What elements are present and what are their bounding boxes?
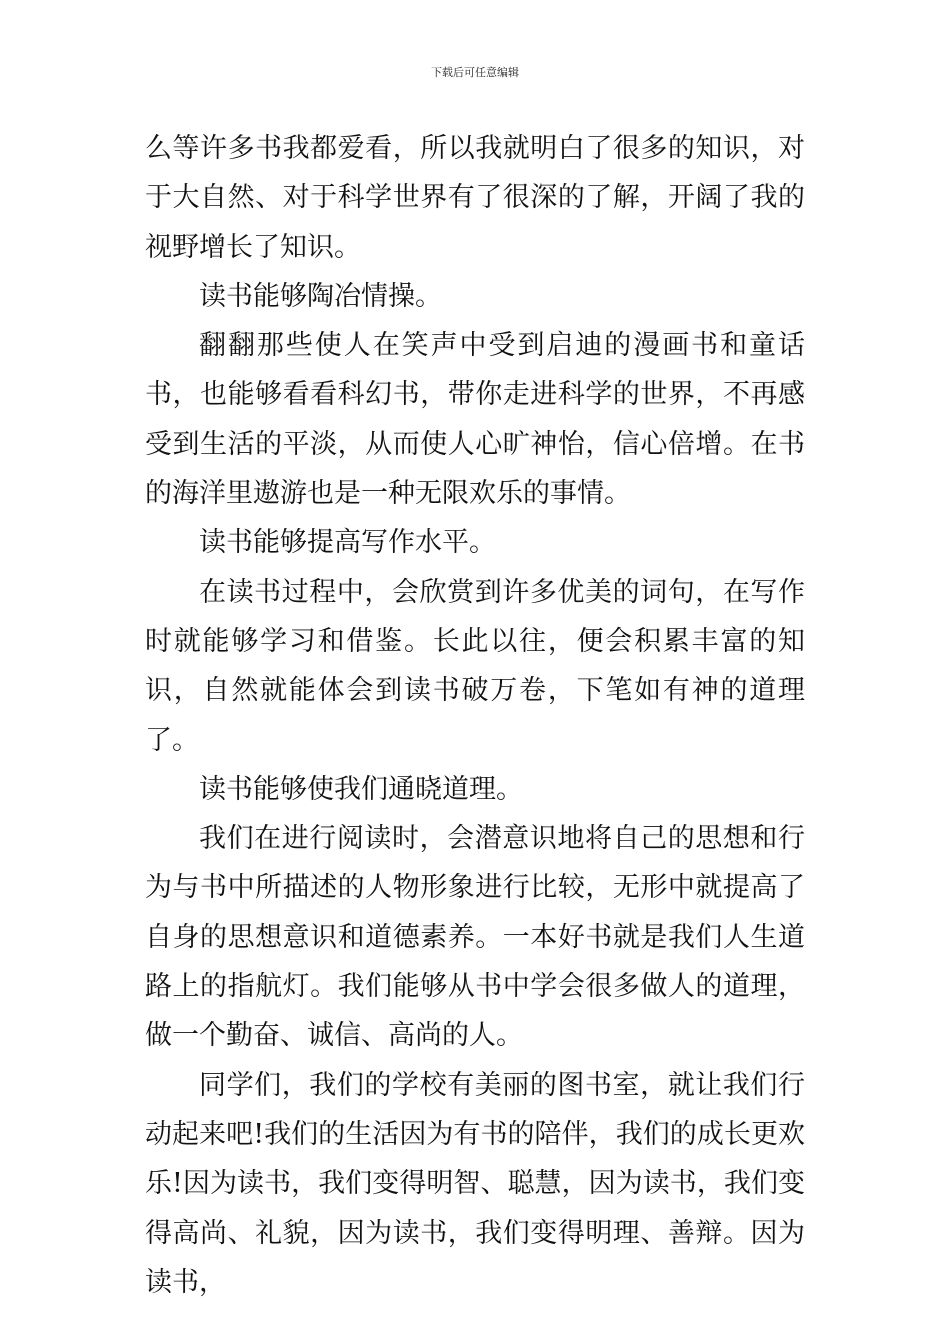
paragraph: 我们在进行阅读时，会潜意识地将自己的思想和行为与书中所描述的人物形象进行比较，无形中就提高了自身的思想意识和道德素养。一本好书就是我们人生道路上的指航灯。我们能够从书中学会很多做人的道理，做一个勤奋、诚信、高尚的人。 [145,823,805,1052]
section-heading: 读书能够陶冶情操。 [199,280,442,312]
document-body [145,124,805,1307]
paragraph: 同学们，我们的学校有美丽的图书室，就让我们行动起来吧!我们的生活因为有书的陪伴，我们的成长更欢乐!因为读书，我们变得明智、聪慧，因为读书，我们变得高尚、礼貌，因为读书，我们变得明理、善辩。因为读书， [145,1069,805,1298]
paragraph: 么等许多书我都爱看，所以我就明白了很多的知识，对于大自然、对于科学世界有了很深的了解，开阔了我的视野增长了知识。 [145,133,805,263]
paragraph: 翻翻那些使人在笑声中受到启迪的漫画书和童话书，也能够看看科幻书，带你走进科学的世界，不再感受到生活的平淡，从而使人心旷神怡，信心倍增。在书的海洋里遨游也是一种无限欢乐的事情。 [145,330,805,510]
paragraph: 在读书过程中，会欣赏到许多优美的词句，在写作时就能够学习和借鉴。长此以往，便会积累丰富的知识，自然就能体会到读书破万卷，下笔如有神的道理了。 [145,576,805,756]
page-header: 下载后可任意编辑 [431,66,519,79]
section-heading: 读书能够使我们通晓道理。 [199,773,523,805]
section-heading: 读书能够提高写作水平。 [199,527,496,559]
